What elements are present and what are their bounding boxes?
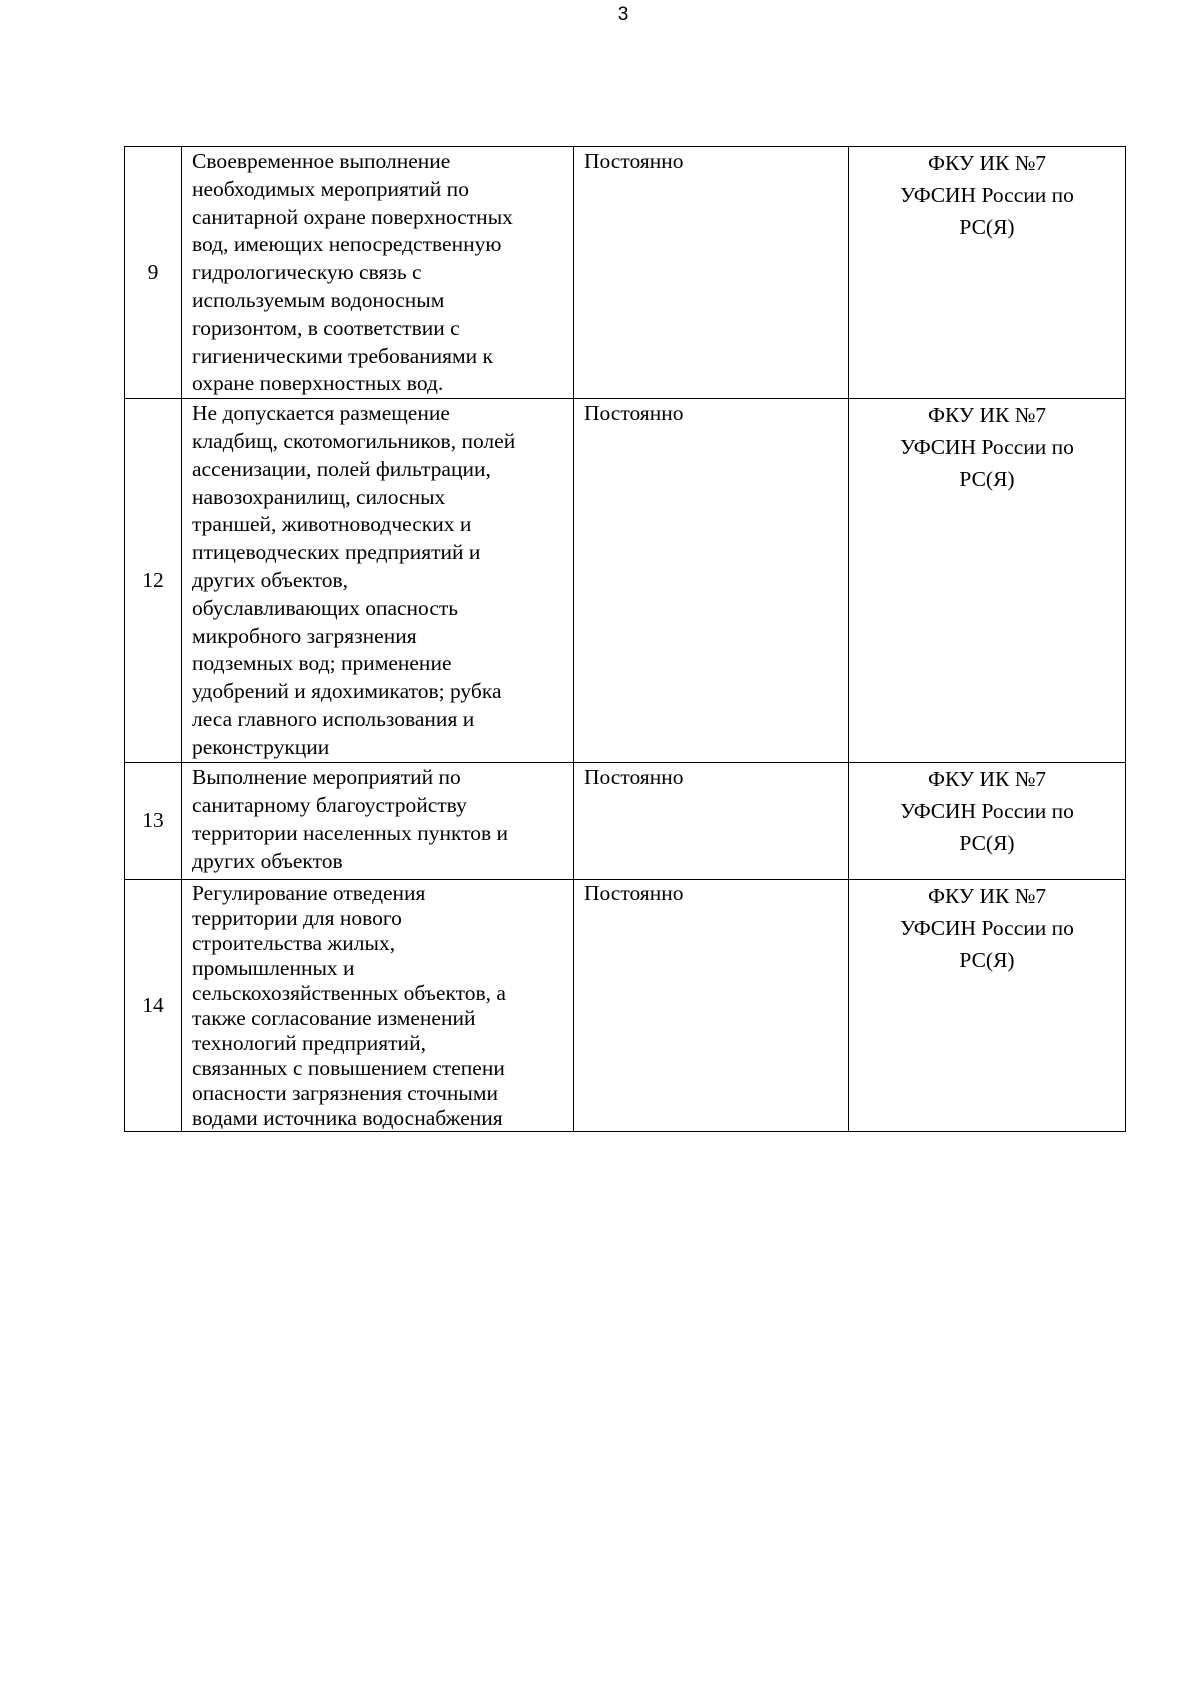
- table-row: [125, 399, 1126, 763]
- table-row: [125, 880, 1126, 1132]
- table-row: [125, 147, 1126, 399]
- responsible-cell: ФКУ ИК №7 УФСИН России по РС(Я): [849, 147, 1126, 399]
- row-number: 14: [125, 880, 182, 1132]
- responsible-cell: ФКУ ИК №7 УФСИН России по РС(Я): [849, 880, 1126, 1132]
- term-cell: Постоянно: [574, 880, 849, 1132]
- term-cell: Постоянно: [574, 147, 849, 399]
- responsible-cell: ФКУ ИК №7 УФСИН России по РС(Я): [849, 399, 1126, 763]
- term-cell: Постоянно: [574, 399, 849, 763]
- measures-table: [124, 146, 1126, 1132]
- action-cell: Регулирование отведения территории для нового строительства жилых, промышленных и сельскохозяйственных объектов, а также согласование изменений технологий предприятий, связанных с повышением степени опасности загрязнения сточными водами источника водоснабжения: [182, 880, 574, 1132]
- row-number: 9: [125, 147, 182, 399]
- action-cell: Не допускается размещение кладбищ, скотомогильников, полей ассенизации, полей фильтрации, навозохранилищ, силосных траншей, животноводческих и птицеводческих предприятий и других объектов, обуславливающих опасность микробного загрязнения подземных вод; применение удобрений и ядохимикатов; рубка леса главного использования и реконструкции: [182, 399, 574, 763]
- table-row: [125, 763, 1126, 880]
- page-number: 3: [617, 4, 629, 25]
- action-cell: Своевременное выполнение необходимых мероприятий по санитарной охране поверхностных вод, имеющих непосредственную гидрологическую связь с используемым водоносным горизонтом, в соответствии с гигиеническими требованиями к охране поверхностных вод.: [182, 147, 574, 399]
- row-number: 13: [125, 763, 182, 880]
- responsible-cell: ФКУ ИК №7 УФСИН России по РС(Я): [849, 763, 1126, 880]
- action-cell: Выполнение мероприятий по санитарному благоустройству территории населенных пунктов и других объектов: [182, 763, 574, 880]
- term-cell: Постоянно: [574, 763, 849, 880]
- row-number: 12: [125, 399, 182, 763]
